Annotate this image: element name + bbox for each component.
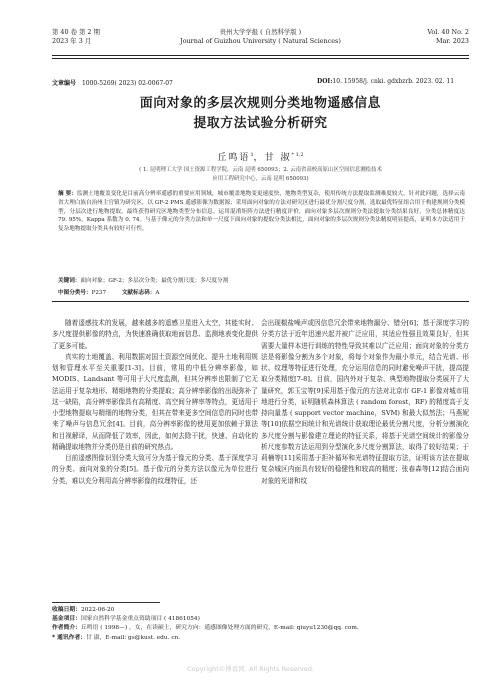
article-no: 1000-5269( 2023) 02-0067-07: [81, 80, 173, 87]
body-paragraph: 真实的土地覆盖、利用数据对国土资源空间优化、提升土地利用规划和管理水平至关重要[1-3]。目前，常用的中低分辨率影像，如 MODIS、Landsant 等可用于大尺度监测，但其分辨率也限制了它无法运用于复杂地形、精细地物的分类提取；高分辨率影像的出现弥补了这一缺陷，高分辨率影像具有高精度、高空间分辨率等特点，更适用于小型地物提取与精细的地物分类，但其在带来更多空间信息的同时也带来了噪声与信息冗余[4]。目前，高分辨率影像的使用更加依赖于算法和目视解译，从而降低了效率，因此，如何去除干扰，快速、自动化的精确提取地物并分类仍是目前的研究热点。: [52, 352, 258, 451]
volume-issue: 第 40 卷 第 2 期: [52, 28, 100, 36]
author-2: 甘 淑: [264, 153, 292, 163]
clc-label: 中图分类号：: [58, 290, 92, 296]
corresponding-value: 甘 淑，E-mail: gs@kust. edu. cn.: [86, 634, 181, 641]
article-meta: [52, 78, 469, 87]
title-line-1: 面向对象的多层次规则分类地物遥感信息: [139, 96, 382, 111]
fund-label: 基金项目：: [52, 616, 81, 623]
author-list: [52, 150, 469, 163]
doi: [317, 78, 454, 85]
fund-info: [52, 615, 469, 624]
author-bio-label: 作者简介：: [52, 625, 81, 632]
classification: [58, 288, 465, 296]
keywords: [58, 276, 465, 284]
doc-code-group: [122, 290, 160, 296]
received-label: 收稿日期：: [52, 607, 81, 613]
keywords-label: 关键词：: [58, 278, 81, 284]
author-separator: ，: [253, 153, 265, 163]
footnotes: [52, 606, 469, 643]
journal-name: [52, 28, 469, 46]
paper-title: [52, 94, 469, 134]
corresponding-author: [52, 634, 469, 643]
doi-label: DOI:: [317, 78, 333, 85]
header-rule-thin: [52, 58, 469, 59]
author-2-affil: * 1,2: [291, 152, 304, 158]
doi-value: 10. 15958/j. cnki. gdxbzrb. 2023. 02. 11: [332, 78, 455, 85]
author-bio-value: 丘鸣语 ( 1998—) ，女，在读硕士，研究方向：遥感图像处理方面的研究，E-mail: qiuyu1230@qq. com.: [81, 625, 359, 632]
body-paragraph: 会出现椒盐噪声或因信息冗余带来地物漏分、错分[6]；基于深度学习的分类方法于近年迅速兴起并被广泛应用，其适应性强且效果良好，但其需要大量样本进行训练的特性导致其难以广泛应用；面向对象的分类方法是将影像分割为多个对象，将每个对象作为最小单元，结合光谱、形状、纹理等特征进行处理，充分运用信息的同时避免噪声干扰，提高提取分类精度[7-8]。目前，国内外对于复杂、典型地物提取分类展开了大量研究，郭玉宝等[9]采用基于像元的方法对北京市 GF-1 影像对城市用地进行分类，证明随机森林算法 ( random forest，RF) 的精度高于支持向量基 ( support vector machine，SVM) 和最大似然法；马燕妮等[10]依据空间统计和光谱统计获取理论最优分割尺度，分析分割演化多尺度分割与影像建立理论的特征关系，将基于光谱空间统计的影像分析尺度参数方法运用到分型演化多尺度分割算法，取得了较好结果；于莉楠等[11]采用基于拒补循环和光谱特征提取方法，证明该方法在提取复杂城区内面具有较好的稳健性和较高的精度；张春森等[12]结合面向对象的光谱和纹: [261, 319, 469, 485]
footnote-divider: [52, 602, 160, 603]
doc-code: A: [155, 290, 160, 296]
body-column-left: [52, 318, 258, 487]
affiliation-line-2: 应用工程研究中心，云南 昆明 650093): [212, 176, 309, 182]
received-date: [52, 606, 469, 615]
clc-code: P237: [91, 290, 107, 296]
abstract-label: 摘 要：: [58, 191, 77, 197]
running-header: [52, 28, 469, 52]
issue-date-en: Mar. 2023: [435, 37, 469, 45]
abstract: [58, 190, 465, 234]
corresponding-label: * 通讯作者：: [52, 634, 87, 641]
author-bio: [52, 624, 469, 633]
affiliation-line-1: ( 1. 昆明理工大学 国土资源工程学院，云南 昆明 650093；2. 云南省高校高原山区空间信息测绘技术: [139, 167, 382, 173]
keywords-text: 面向对象；GF-2；多层次分类；最优分割尺度；多尺度分割: [80, 278, 229, 284]
author-1-affil: 1: [250, 152, 254, 158]
body-column-right: [261, 318, 469, 487]
issue-date: 2023 年 3 月: [52, 37, 92, 45]
header-rule: [52, 55, 469, 56]
journal-name-en: Journal of Guizhou University ( Natural Sciences): [180, 37, 341, 45]
affiliations: [62, 166, 459, 184]
title-line-2: 提取方法试验分析研究: [193, 116, 328, 131]
body-paragraph: 目前遥感图像识别分类大致可分为基于像元的分类、基于深度学习的分类、面向对象的分类[5]。基于像元的分类方法以像元为单位进行分类，难以充分利用高分辨率影像的纹理特征，还: [52, 454, 258, 485]
volume-issue-en: Vol. 40 No. 2: [427, 28, 469, 36]
journal-name-cn: 贵州大学学报 ( 自然科学版 ): [219, 28, 302, 36]
body-paragraph: 随着遥感技术的发展，越来越多的遥感卫星进入太空，其能实时、多尺度提供影像的特点，为快速准确获取地面信息、监测地表变化提供了更多可能。: [52, 319, 258, 350]
doc-code-label: 文献标志码：: [121, 290, 156, 296]
author-1: 丘鸣语: [217, 153, 251, 163]
received-value: 2022-06-20: [81, 607, 115, 613]
fund-value: 国家自然科学基金重点资助项目 ( 41861054): [81, 616, 200, 623]
article-no-label: 文章编号: [52, 80, 77, 87]
abstract-text: 监测土地覆盖变化是目前高分辨率遥感的重要应用领域，城市覆盖地物变更速度快，地物类型复杂，使用传统方法提取监测难度较大。针对此问题，选择云南省大理白族自治州主官镇为研究区，以 GF-2 PMS 遥感影像为数据源；采用面向对象的方法对研究区进行最优分割尺度分割，选取最优特征组合用于构建规则分类模型，分层次进行地物提取，最终获得研究区地物类型分布信息。运用混淆矩阵方法进行精度评价，面向对象多层次规则分类法提取分类结果良好，分类总体精度达 79. 95%，Kappa 系数为 0. 74。与基于像元的分类方法和单一尺度下面向对象的提取分类法相比，面向对象的多层次规则分类法精度明显提高，证明本方法适用于复杂地物提取分类具有较好可行性。: [58, 191, 465, 233]
abstract-rule: [52, 301, 469, 302]
issue-info-en: [427, 28, 469, 46]
copyright-watermark: Copyright©博看网. All Rights Reserved.: [187, 665, 314, 673]
